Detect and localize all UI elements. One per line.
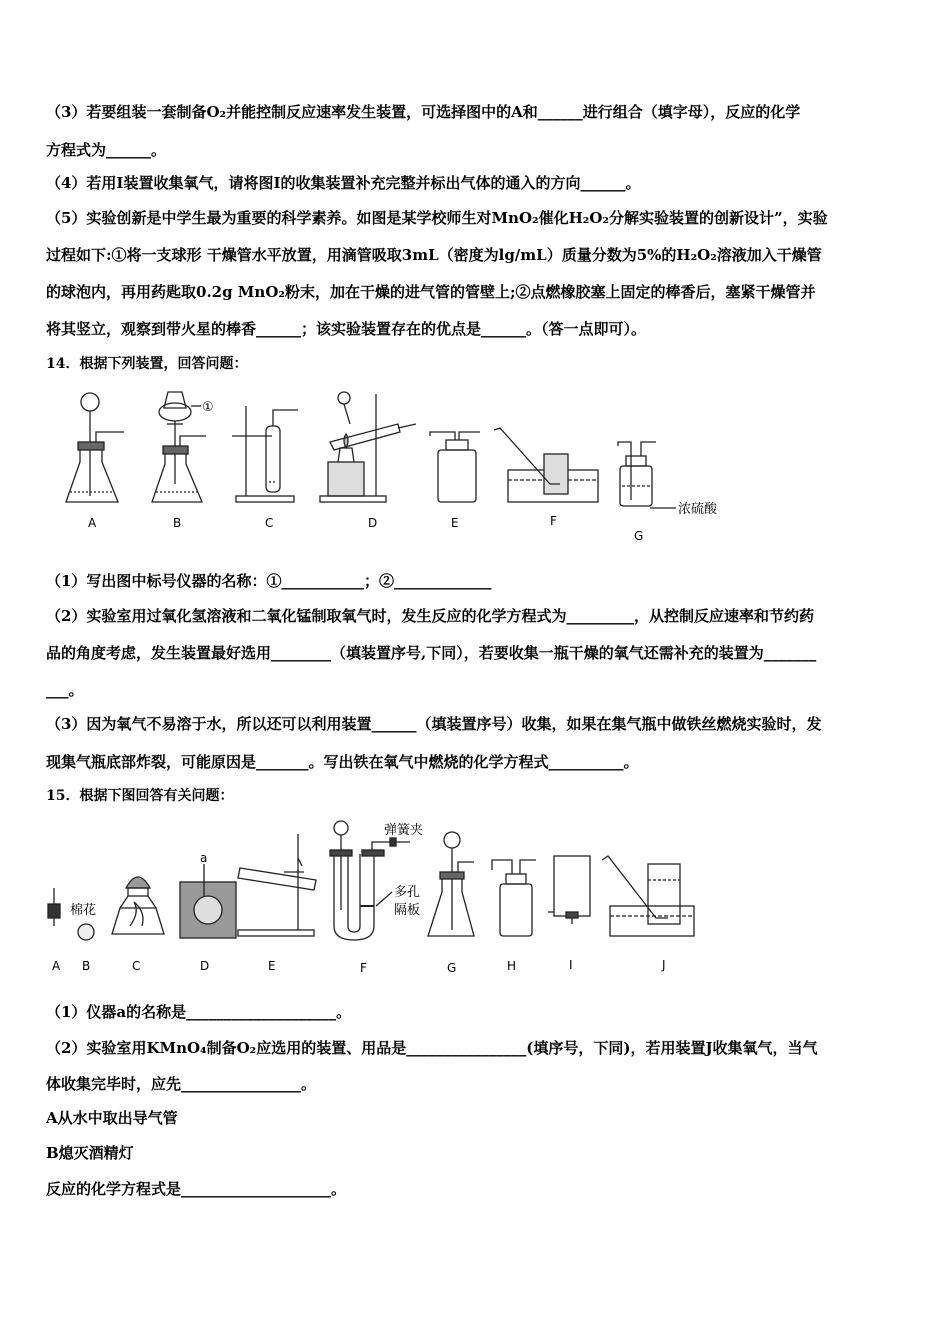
apparatus-a: [66, 393, 124, 502]
q15-title: 15．根据下图回答有关问题：: [46, 788, 234, 804]
q15-label-d: D: [200, 959, 210, 973]
q14-acid-label: 浓硫酸: [678, 502, 718, 517]
q14-title: 14．根据下列装置，回答问题：: [46, 356, 248, 372]
q15-label-c: C: [132, 959, 141, 973]
apparatus-g-flask: [428, 832, 474, 936]
q14-part2-line3: ___。: [46, 681, 84, 699]
apparatus-a-stopper: [48, 888, 60, 926]
q15-label-i: I: [569, 958, 573, 972]
q13-part4: （4）若用I装置收集氧气，请将图I的收集装置补充完整并标出气体的通入的方向______。: [46, 174, 641, 192]
q13-part3-line2: 方程式为______。: [46, 141, 167, 159]
apparatus-g: [618, 442, 676, 508]
apparatus-d: [320, 392, 416, 502]
apparatus-i-bottle: [548, 856, 590, 924]
q15-label-j: J: [662, 958, 666, 972]
q14-label-c: C: [265, 516, 274, 530]
q15-part2-line2: 体收集完毕时，应先________________。: [46, 1075, 317, 1093]
q15-label-b: B: [82, 959, 91, 973]
apparatus-f-utube: [330, 821, 410, 940]
q13-part5-line2: 过程如下:①将一支球形 干燥管水平放置，用滴管吸取3mL（密度为lg/mL）质量分数为5%的H₂O₂溶液加入干燥管: [46, 246, 822, 264]
apparatus-c: [232, 406, 298, 502]
q15-part2-line1: （2）实验室用KMnO₄制备O₂应选用的装置、用品是________________(填序号，下同)，若用装置J收集氧气，当气: [46, 1039, 818, 1057]
q14-part3-line2: 现集气瓶底部炸裂，可能原因是_______。写出铁在氧气中燃烧的化学方程式__________。: [46, 753, 639, 771]
apparatus-e-stand: [238, 834, 316, 936]
q14-label-e: E: [451, 516, 459, 530]
q15-label-f: F: [360, 961, 367, 975]
apparatus-b-cotton: [78, 924, 94, 940]
q15-cotton-label: 棉花: [70, 903, 97, 918]
q14-mark-1: ①: [202, 400, 214, 415]
q13-part5-line3: 的球泡内，再用药匙取0.2g MnO₂粉末，加在干燥的进气管的管壁上;②点燃橡胶塞上固定的棒香后，塞紧干燥管并: [46, 283, 816, 301]
q13-part5-line4: 将其竖立，观察到带火星的棒香______；该实验装置存在的优点是______。（答一点即可）。: [46, 320, 647, 338]
q15-option-b: B熄灭酒精灯: [46, 1144, 134, 1162]
q15-plate-label-line2: 隔板: [394, 903, 421, 918]
q15-label-h: H: [507, 959, 517, 973]
apparatus-d-mesh: [180, 864, 236, 938]
apparatus-c-lamp: [112, 877, 164, 934]
q14-part3-line1: （3）因为氧气不易溶于水，所以还可以利用装置______（填装置序号）收集，如果在集气瓶中做铁丝燃烧实验时，发: [46, 715, 822, 733]
apparatus-e: [430, 432, 480, 502]
q13-part3-line1: （3）若要组装一套制备O₂并能控制反应速率发生装置，可选择图中的A和______进行组合（填字母），反应的化学: [46, 103, 801, 121]
q15-plate-label-line1: 多孔: [394, 885, 421, 900]
q14-apparatus-figure: [60, 384, 740, 549]
q14-part2-line1: （2）实验室用过氧化氢溶液和二氧化锰制取氧气时，发生反应的化学方程式为_________，从控制反应速率和节约药: [46, 607, 814, 625]
q15-a-label: a: [200, 851, 208, 865]
q14-label-g: G: [634, 529, 644, 543]
q14-label-b: B: [173, 516, 182, 530]
q13-part5-line1: （5）实验创新是中学生最为重要的科学素养。如图是某学校师生对MnO₂催化H₂O₂分解实验装置的创新设计”，实验: [46, 209, 828, 227]
q14-part2-line2: 品的角度考虑，发生装置最好选用________（填装置序号,下同），若要收集一瓶干燥的氧气还需补充的装置为_______: [46, 644, 817, 662]
apparatus-b: [152, 392, 206, 502]
q14-label-d: D: [368, 516, 378, 530]
q15-label-a: A: [52, 959, 61, 973]
apparatus-f: [494, 428, 598, 502]
q14-part1: （1）写出图中标号仪器的名称：①___________；②_____________: [46, 572, 492, 590]
q14-label-f: F: [550, 514, 557, 528]
apparatus-j-trough: [602, 856, 694, 936]
q15-apparatus-figure: [44, 814, 700, 980]
q15-option-a: A从水中取出导气管: [46, 1109, 178, 1127]
apparatus-h-bottle: [492, 860, 536, 936]
q15-label-e: E: [268, 959, 276, 973]
q15-part3: 反应的化学方程式是____________________。: [46, 1180, 347, 1198]
q15-part1: （1）仪器a的名称是____________________。: [46, 1003, 352, 1021]
q15-label-g: G: [447, 961, 457, 975]
q14-label-a: A: [88, 516, 97, 530]
q15-clip-label: 弹簧夹: [384, 823, 424, 838]
